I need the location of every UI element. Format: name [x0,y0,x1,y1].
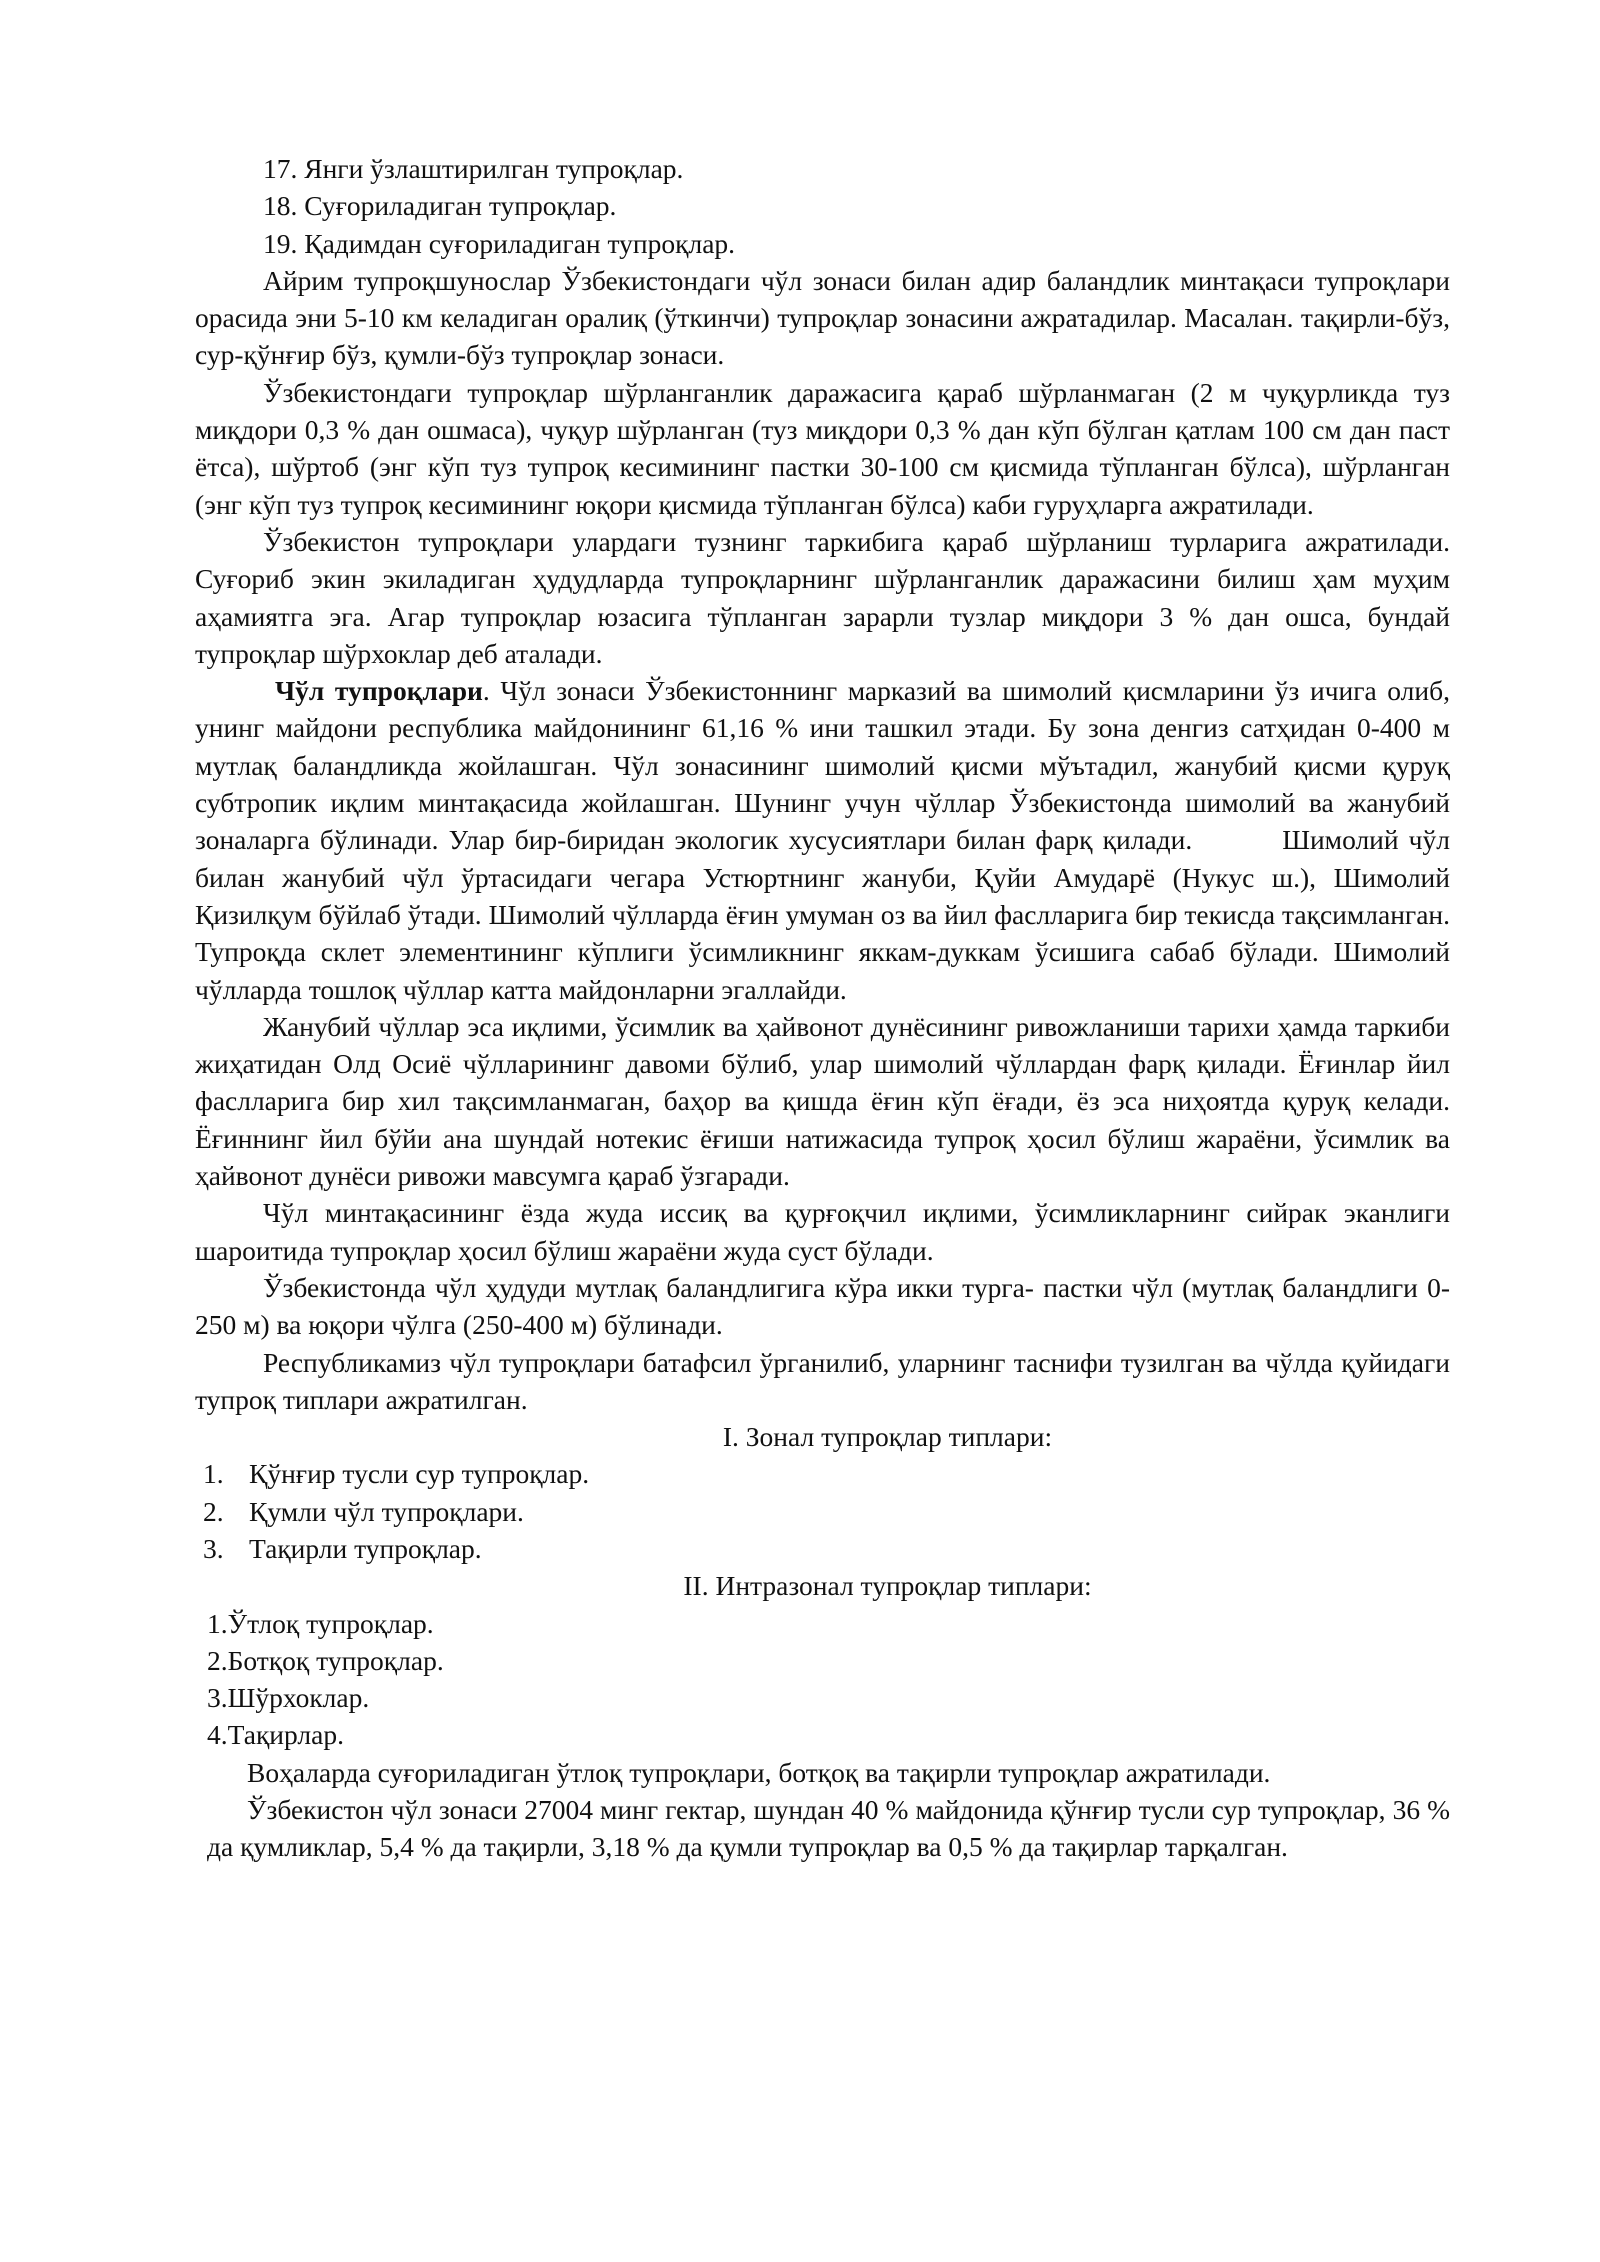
zonal-types-list [195,1455,1450,1567]
paragraph-salinity-groups: Ўзбекистондаги тупроқлар шўрланганлик даражасига қараб шўрланмаган (2 м чуқурликда туз миқдори 0,3 % дан ошмаса), чуқур шўрланган (туз миқдори 0,3 % дан кўп бўлган қатлам 100 см дан паст ётса), шўртоб (энг кўп туз тупроқ кесимининг пастки 30-100 см қисмида тўпланган бўлса), шўрланган (энг кўп туз тупроқ кесимининг юқори қисмида тўпланган бўлса) каби гуруҳларга ажратилади. [195,376,1450,520]
paragraph-desert-climate: Чўл минтақасининг ёзда жуда иссиқ ва қурғоқчил иқлими, ўсимликларнинг сийрак эканлиги шароитида тупроқлар ҳосил бўлиш жараёни жуда суст бўлади. [195,1197,1450,1266]
intrazonal-types-heading: II. Интразонал тупроқлар типлари: [683,1570,1092,1602]
list-item-18: 18. Суғориладиган тупроқлар. [263,190,617,222]
paragraph-southern-deserts: Жанубий чўллар эса иқлими, ўсимлик ва ҳайвонот дунёсининг ривожланиши тарихи ҳамда таркиби жиҳатидан Олд Осиё чўлларининг давоми бўлиб, улар шимолий чўллардан фарқ қилади. Ёғинлар йил фаслларига бир хил тақсимланмаган, баҳор ва қишда ёғин кўп ёғади, ёз эса ниҳоятда қуруқ келади. Ёғиннинг йил бўйи ана шундай нотекис ёғиши натижасида тупроқ ҳосил бўлиш жараёни, ўсимлик ва ҳайвонот дунёси ривожи мавсумга қараб ўзгаради. [195,1010,1450,1192]
list-item: 1. Қўнғир тусли сур тупроқлар. [203,1458,590,1490]
paragraph-oases: Воҳаларда суғориладиган ўтлоқ тупроқлари, ботқоқ ва тақирли тупроқлар ажратилади. [247,1756,1271,1788]
list-item: 4.Тақирлар. [207,1719,344,1751]
intrazonal-types-list [195,1605,1450,1754]
section-heading-desert-soils: Чўл тупроқлари [275,675,483,707]
list-item-17: 17. Янги ўзлаштирилган тупроқлар. [263,153,684,184]
list-item: 3.Шўрхоклар. [207,1682,370,1714]
document-page [195,150,1450,1866]
paragraph-desert-soils-text-b: Шимолий чўл билан жанубий чўл ўртасидаги чегара Устюртнинг жануби, Қуйи Амударё (Нукус ш.), Шимолий Қизилқум бўйлаб ўтади. Шимолий чўлларда ёғин умуман оз ва йил фаслларига бир текисда тақсимланган. Тупроқда склет элементининг кўплиги ўсимликнинг яккам-дуккам ўсишига сабаб бўлади. Шимолий чўлларда тошлоқ чўллар катта майдонларни эгаллайди. [195,824,1450,1005]
paragraph-desert-soils-text-a: . Чўл зонаси Ўзбекистоннинг марказий ва шимолий қисмларини ўз ичига олиб, унинг майдони республика майдонининг 61,16 % ини ташкил этади. Бу зона денгиз сатҳидан 0-400 м мутлақ баландликда жойлашган. Чўл зонасининг шимолий қисми мўътадил, жанубий қисми қуруқ субтропик иқлим минтақасида жойлашган. Шунинг учун чўллар Ўзбекистонда шимолий ва жанубий зоналарга бўлинади. Улар бир-биридан экологик хусусиятлари билан фарқ қилади. [195,675,1450,856]
paragraph-desert-altitude: Ўзбекистонда чўл ҳудуди мутлақ баландлигига кўра икки турга- пастки чўл (мутлақ баландлиги 0-250 м) ва юқори чўлга (250-400 м) бўлинади. [195,1271,1450,1341]
top-numbered-list [195,150,1450,262]
paragraph-desert-area: Ўзбекистон чўл зонаси 27004 минг гектар, шундан 40 % майдонида қўнғир тусли сур тупроқлар, 36 % да қумликлар, 5,4 % да тақирли, 3,18 % да қумли тупроқлар ва 0,5 % да тақирлар тарқалган. [207,1794,1450,1863]
paragraph-classification: Республикамиз чўл тупроқлари батафсил ўрганилиб, уларнинг таснифи тузилган ва чўлда қуйидаги тупроқ типлари ажратилган. [195,1346,1450,1415]
list-item: 2.Ботқоқ тупроқлар. [207,1644,444,1676]
list-item-19: 19. Қадимдан суғориладиган тупроқлар. [263,227,736,259]
paragraph-salinity-types: Ўзбекистон тупроқлари улардаги тузнинг таркибига қараб шўрланиш турларига ажратилади. Суғориб экин экиладиган ҳудудларда тупроқларнинг шўрланганлик даражасини билиш ҳам муҳим аҳамиятга эга. Агар тупроқлар юзасига тўпланган зарарли тузлар миқдори 3 % дан ошса, бундай тупроқлар шўрхоклар деб аталади. [195,525,1450,669]
zonal-types-heading: I. Зонал тупроқлар типлари: [722,1421,1053,1453]
paragraph-transitional-zone: Айрим тупроқшунослар Ўзбекистондаги чўл зонаси билан адир баландлик минтақаси тупроқлари орасида эни 5-10 км келадиган оралиқ (ўткинчи) тупроқлар зонасини ажратадилар. Масалан. тақирли-бўз, сур-қўнғир бўз, қумли-бўз тупроқлар зонаси. [195,264,1450,371]
paragraph-desert-soils [195,672,1450,1008]
list-item: 3. Тақирли тупроқлар. [203,1532,482,1564]
list-item: 2. Қумли чўл тупроқлари. [203,1495,524,1527]
list-item: 1.Ўтлоқ тупроқлар. [207,1607,434,1639]
